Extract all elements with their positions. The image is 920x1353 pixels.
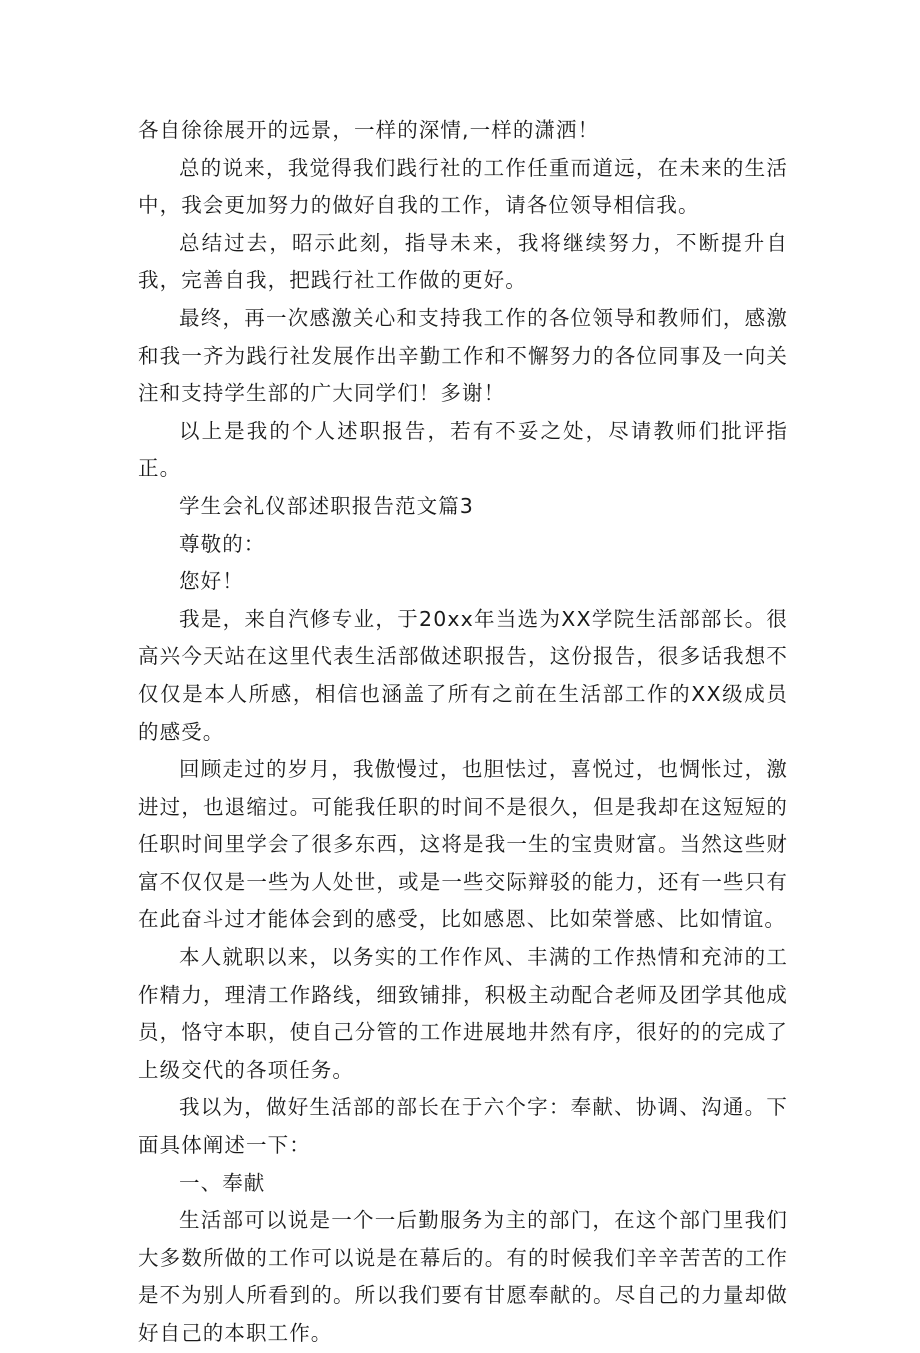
paragraph-conclusion: 以上是我的个人述职报告，若有不妥之处，尽请教师们批评指正。 bbox=[138, 418, 788, 481]
paragraph-review: 总结过去，昭示此刻，指导未来，我将继续努力，不断提升自我，完善自我，把践行社工作做的更好。 bbox=[138, 230, 788, 293]
greeting: 您好！ bbox=[179, 569, 244, 594]
paragraph-closing-line: 各自徐徐展开的远景，一样的深情,一样的潇洒！ bbox=[138, 118, 600, 142]
salutation: 尊敬的： bbox=[179, 531, 266, 556]
paragraph-introduction: 我是，来自汽修专业，于20xx年当选为XX学院生活部部长。很高兴今天站在这里代表生活部做述职报告，这份报告，很多话我想不仅仅是本人所感，相信也涵盖了所有之前在生活部工作的XX级成员的感受。 bbox=[138, 606, 788, 744]
paragraph-thanks: 最终，再一次感激关心和支持我工作的各位领导和教师们，感激和我一齐为践行社发展作出辛勤工作和不懈努力的各位同事及一向关注和支持学生部的广大同学们！多谢！ bbox=[138, 305, 788, 406]
subsection-title: 一、奉献 bbox=[179, 1170, 266, 1195]
paragraph-work-summary: 本人就职以来，以务实的工作作风、丰满的工作热情和充沛的工作精力，理清工作路线，细致铺排，积极主动配合老师及团学其他成员，恪守本职，使自己分管的工作进展地井然有序，很好的的完成了上级交代的各项任务。 bbox=[138, 945, 788, 1082]
paragraph-summary: 总的说来，我觉得我们践行社的工作任重而道远，在未来的生活中，我会更加努力的做好自我的工作，请各位领导相信我。 bbox=[138, 155, 788, 218]
section-title: 学生会礼仪部述职报告范文篇3 bbox=[179, 493, 474, 518]
paragraph-dedication: 生活部可以说是一个一后勤服务为主的部门，在这个部门里我们大多数所做的工作可以说是在幕后的。有的时候我们辛辛苦苦的工作是不为别人所看到的。所以我们要有甘愿奉献的。尽自己的力量却做好自己的本职工作。 bbox=[138, 1208, 788, 1345]
paragraph-reflection: 回顾走过的岁月，我傲慢过，也胆怯过，喜悦过，也惆怅过，激进过，也退缩过。可能我任职的时间不是很久，但是我却在这短短的任职时间里学会了很多东西，这将是我一生的宝贵财富。当然这些财富不仅仅是一些为人处世，或是一些交际辩驳的能力，还有一些只有在此奋斗过才能体会到的感受，比如感恩、比如荣誉感、比如情谊。 bbox=[138, 757, 788, 932]
paragraph-principles: 我以为，做好生活部的部长在于六个字：奉献、协调、沟通。下面具体阐述一下： bbox=[138, 1095, 788, 1158]
document-body bbox=[138, 112, 788, 1353]
